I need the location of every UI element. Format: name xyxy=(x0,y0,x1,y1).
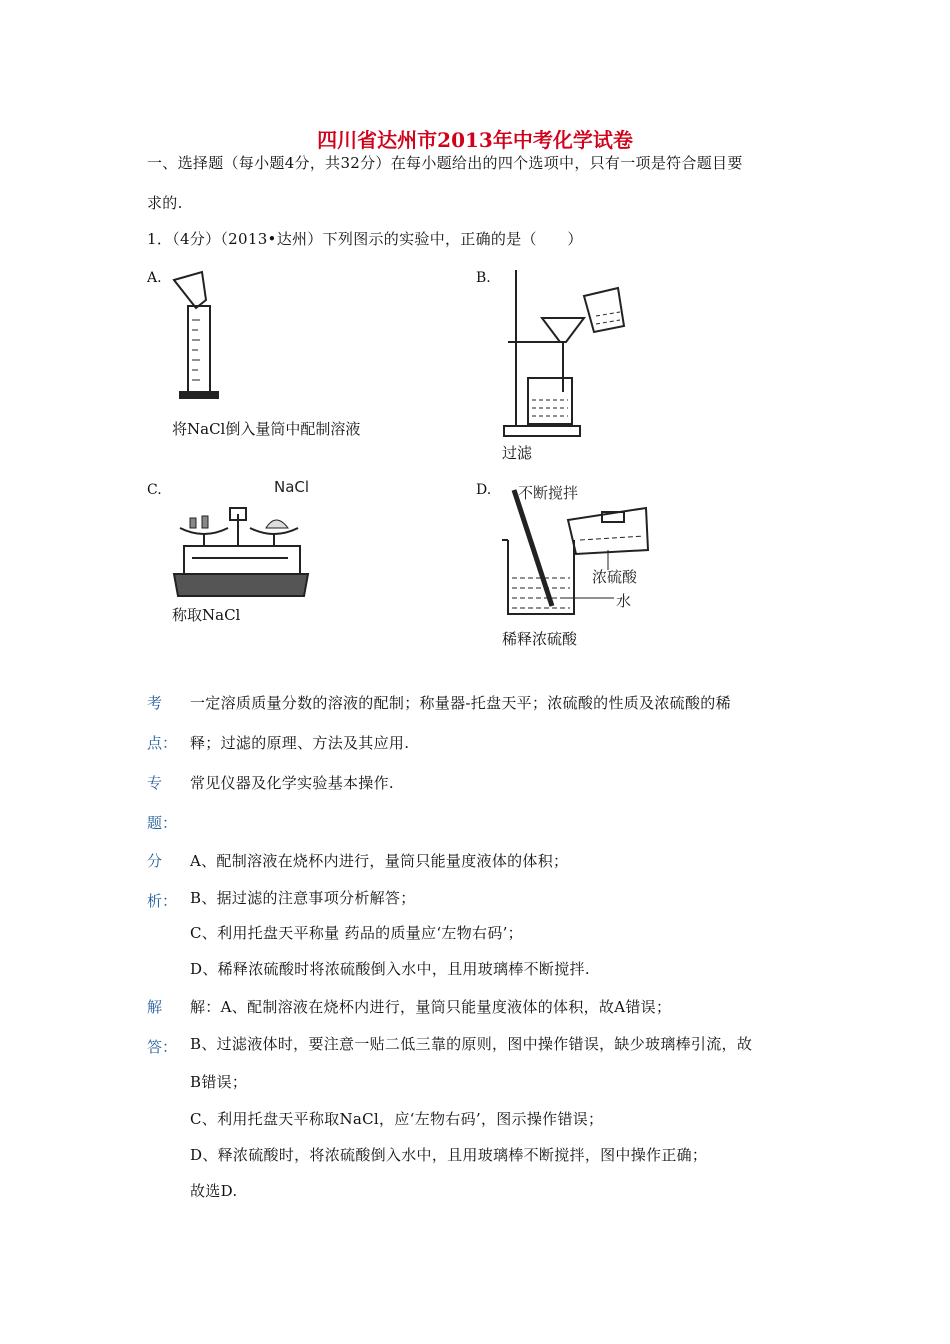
page-title: 四川省达州市2013年中考化学试卷 xyxy=(317,128,633,152)
jieda-line: C、利用托盘天平称取NaCl，应‘左物右码’，图示操作错误； xyxy=(190,1110,604,1128)
graduated-cylinder-figure xyxy=(168,270,228,410)
zhuanti-label-2: 题： xyxy=(147,814,178,832)
jieda-label-1: 解 xyxy=(147,998,163,1016)
kaodian-text-2: 释；过滤的原理、方法及其应用. xyxy=(190,734,410,752)
option-d-caption: 稀释浓硫酸 xyxy=(502,630,578,648)
fenxi-label-2: 析： xyxy=(147,892,178,910)
filtration-figure xyxy=(498,266,638,438)
option-a-label: A. xyxy=(147,270,162,286)
fenxi-line: B、据过滤的注意事项分析解答； xyxy=(190,889,416,907)
water-label: 水 xyxy=(616,592,632,610)
fenxi-line: D、稀释浓硫酸时将浓硫酸倒入水中，且用玻璃棒不断搅拌. xyxy=(190,960,590,978)
sulfuric-acid-label: 浓硫酸 xyxy=(592,568,638,586)
option-b-label: B. xyxy=(476,270,491,286)
option-d-label: D. xyxy=(476,482,492,498)
kaodian-label-2: 点： xyxy=(147,734,178,752)
fenxi-line: C、利用托盘天平称量 药品的质量应‘左物右码’； xyxy=(190,924,523,942)
jieda-line: 解：A、配制溶液在烧杯内进行，量筒只能量度液体的体积，故A错误； xyxy=(190,998,672,1016)
zhuanti-label-1: 专 xyxy=(147,774,163,792)
fenxi-label-1: 分 xyxy=(147,852,163,870)
balance-figure xyxy=(170,474,310,602)
fenxi-line: A、配制溶液在烧杯内进行，量筒只能量度液体的体积； xyxy=(190,852,569,870)
dilution-figure xyxy=(498,480,658,620)
jieda-line: B错误； xyxy=(190,1073,248,1091)
question-stem: 1．（4分）（2013•达州）下列图示的实验中，正确的是（ ） xyxy=(147,230,583,248)
option-c-label: C. xyxy=(147,482,162,498)
zhuanti-text: 常见仪器及化学实验基本操作. xyxy=(190,774,394,792)
option-b-caption: 过滤 xyxy=(502,444,533,462)
stirring-label: 不断搅拌 xyxy=(518,484,579,502)
option-a-caption: 将NaCl倒入量筒中配制溶液 xyxy=(172,420,361,438)
jieda-line: 故选D. xyxy=(190,1182,238,1200)
jieda-line: D、释浓硫酸时，将浓硫酸倒入水中，且用玻璃棒不断搅拌，图中操作正确； xyxy=(190,1146,708,1164)
kaodian-text-1: 一定溶质质量分数的溶液的配制；称量器-托盘天平；浓硫酸的性质及浓硫酸的稀 xyxy=(190,694,731,712)
kaodian-label-1: 考 xyxy=(147,694,163,712)
option-c-caption: 称取NaCl xyxy=(172,606,241,624)
section-instruction-line-2: 求的. xyxy=(147,194,183,212)
jieda-label-2: 答： xyxy=(147,1038,178,1056)
section-instruction-line-1: 一、选择题（每小题4分，共32分）在每小题给出的四个选项中，只有一项是符合题目要 xyxy=(147,154,743,172)
jieda-line: B、过滤液体时，要注意一贴二低三靠的原则，图中操作错误，缺少玻璃棒引流，故 xyxy=(190,1035,753,1053)
balance-nacl-label: NaCl xyxy=(274,478,310,496)
